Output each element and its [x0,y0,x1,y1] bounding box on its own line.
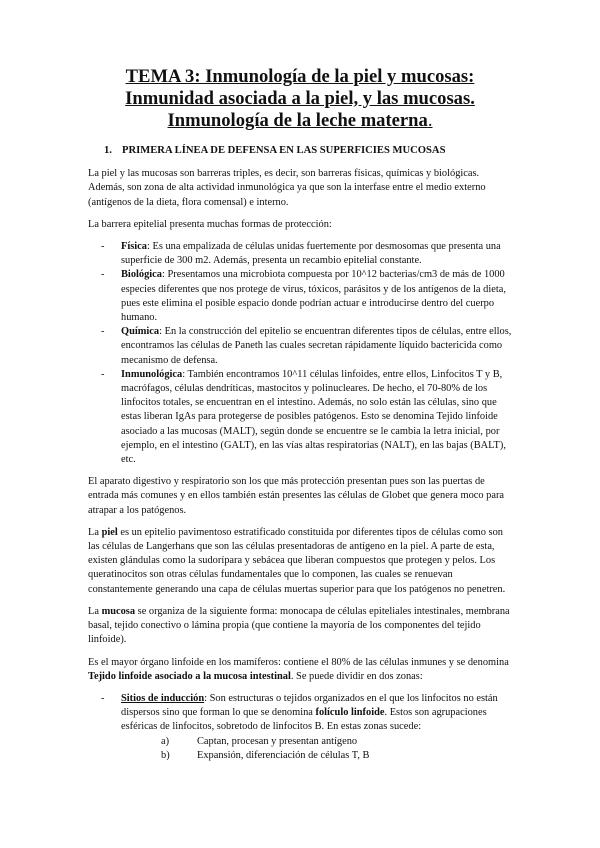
document-title [88,66,512,132]
zones-list [88,692,512,763]
sub-list-marker: b) [161,749,170,761]
paragraph-mucosa-pre: La [88,605,102,617]
term-galt: Tejido linfoide asociado a la mucosa intestinal [88,670,291,682]
paragraph-mucosa [88,605,512,648]
paragraph-skin-pre: La [88,526,102,538]
list-item [88,268,512,325]
list-item [88,325,512,368]
list-item-text: . Estos son agrupaciones esféricas de linfocitos, sobretodo de linfocitos B. En estas zonas sucede: [121,707,487,733]
paragraph-skin [88,526,512,597]
paragraph-lymphoid-pre: Es el mayor órgano linfoide en los mamíferos: contiene el 80% de las células inmunes y se denomina [88,656,509,668]
term-mucosa: mucosa [101,605,136,617]
list-dash: - [101,326,105,338]
section-number: 1. [104,145,112,156]
term-fisica: Física [121,241,147,253]
paragraph-lymphoid-text: . Se puede dividir en dos zonas: [290,670,423,682]
paragraph-intro: La piel y las mucosas son barreras triples, es decir, son barreras físicas, químicas y biológicas. Además, son zona de alta actividad inmunológica ya que son la interfase entre el medio externo (antígenos de la dieta, flora comensal) e interno. [88,168,486,208]
list-item-text: : Es una empalizada de células unidas fuertemente por desmosomas que presenta una superficie de 300 m2. Además, presenta un recambio epitelial constante. [121,241,501,267]
sub-list-text: Expansión, diferenciación de células T, B [197,749,370,761]
paragraph-lymphoid [88,656,512,684]
list-item-text: : Presentamos una microbiota compuesta por 10^12 bacterias/cm3 de más de 1000 especies diferentes que nos protege de virus, tóxicos, parásitos y de los antígenos de la dieta, pues este elimina el posible espacio donde podrían actuar e introducirse dentro del cuerpo humano. [121,269,506,324]
term-sitios-induccion: Sitios de inducción [121,692,205,704]
term-inmunologica: Inmunológica [121,368,183,380]
section-heading [88,144,512,158]
title-line-3: Inmunología de la leche materna [167,110,428,131]
paragraph-digestive: El aparato digestivo y respiratorio son los que más protección presentan pues son las puertas de entrada más comunes y en ellos también están presentes las células de Globet que genera moco para atrapar a los patógenos. [88,476,505,516]
list-item [88,692,512,763]
sub-list-text: Captan, procesan y presentan antígeno [197,735,358,747]
title-line-2: Inmunidad asociada a la piel, y las mucosas. [125,88,475,109]
list-item [88,240,512,268]
list-dash: - [101,241,105,253]
paragraph-barrier-intro: La barrera epitelial presenta muchas formas de protección: [88,218,332,230]
title-line-1: TEMA 3: Inmunología de la piel y mucosas: [125,66,475,87]
list-item-text: : En la construcción del epitelio se encuentran diferentes tipos de células, entre ellos, encontramos las células de Paneth las cuales secretan rápidamente líquido bactericida como mecanismo de defensa. [121,326,512,366]
list-dash: - [101,368,105,380]
sub-list-item [121,749,512,763]
induction-steps [121,735,512,763]
barrier-list [88,240,512,467]
sub-list-marker: a) [161,735,170,747]
section-heading-text: PRIMERA LÍNEA DE DEFENSA EN LAS SUPERFICIES MUCOSAS [122,145,446,156]
list-dash: - [101,692,105,704]
list-item-text: : También encontramos 10^11 células linfoides, entre ellos, Linfocitos T y B, macrófagos, células dendríticas, mastocitos y polinucleares. De hecho, el 70-80% de los linfocitos totales, se encuentran en el intestino. Además, no solo están las células, sino que estas liberan IgAs para protegerse de posibles patógenos. Esto se denomina Tejido linfoide asociado a las mucosas (MALT), según donde se encuentre se le cambia la letra inicial, por ejemplo, en el intestino (GALT), en las vías altas respiratorias (NALT), en las bajas (BALT), etc. [121,368,506,466]
title-period: . [427,110,433,131]
term-quimica: Química [121,326,160,338]
paragraph-skin-text: es un epitelio pavimentoso estratificado constituida por diferentes tipos de células como son las células de Langerhans que son las células presentadoras de antígeno en la piel. A parte de esta, existen glándulas como la sudorípara y sebácea que liberan compuestos que protegen y pelos. Los queratinocitos son otras células fundamentales que lo componen, las cuales se renuevan constantemente generando una capa de células muertas superior para que los patógenos no penetren. [88,526,506,595]
list-dash: - [101,269,105,281]
paragraph-mucosa-text: se organiza de la siguiente forma: monocapa de células epiteliales intestinales, membrana basal, tejido conectivo o lámina propia (que contiene la mayoría de los componentes del tejido linfoide). [88,605,510,646]
term-biologica: Biológica [121,269,162,281]
list-item [88,368,512,467]
list-item-text: : Son estructuras o tejidos organizados en el que los linfocitos no están dispersos sino que forman lo que se denomina [121,692,498,719]
term-foliculo-linfoide: folículo linfoide [315,707,385,719]
sub-list-item [121,735,512,749]
term-piel: piel [101,526,118,538]
